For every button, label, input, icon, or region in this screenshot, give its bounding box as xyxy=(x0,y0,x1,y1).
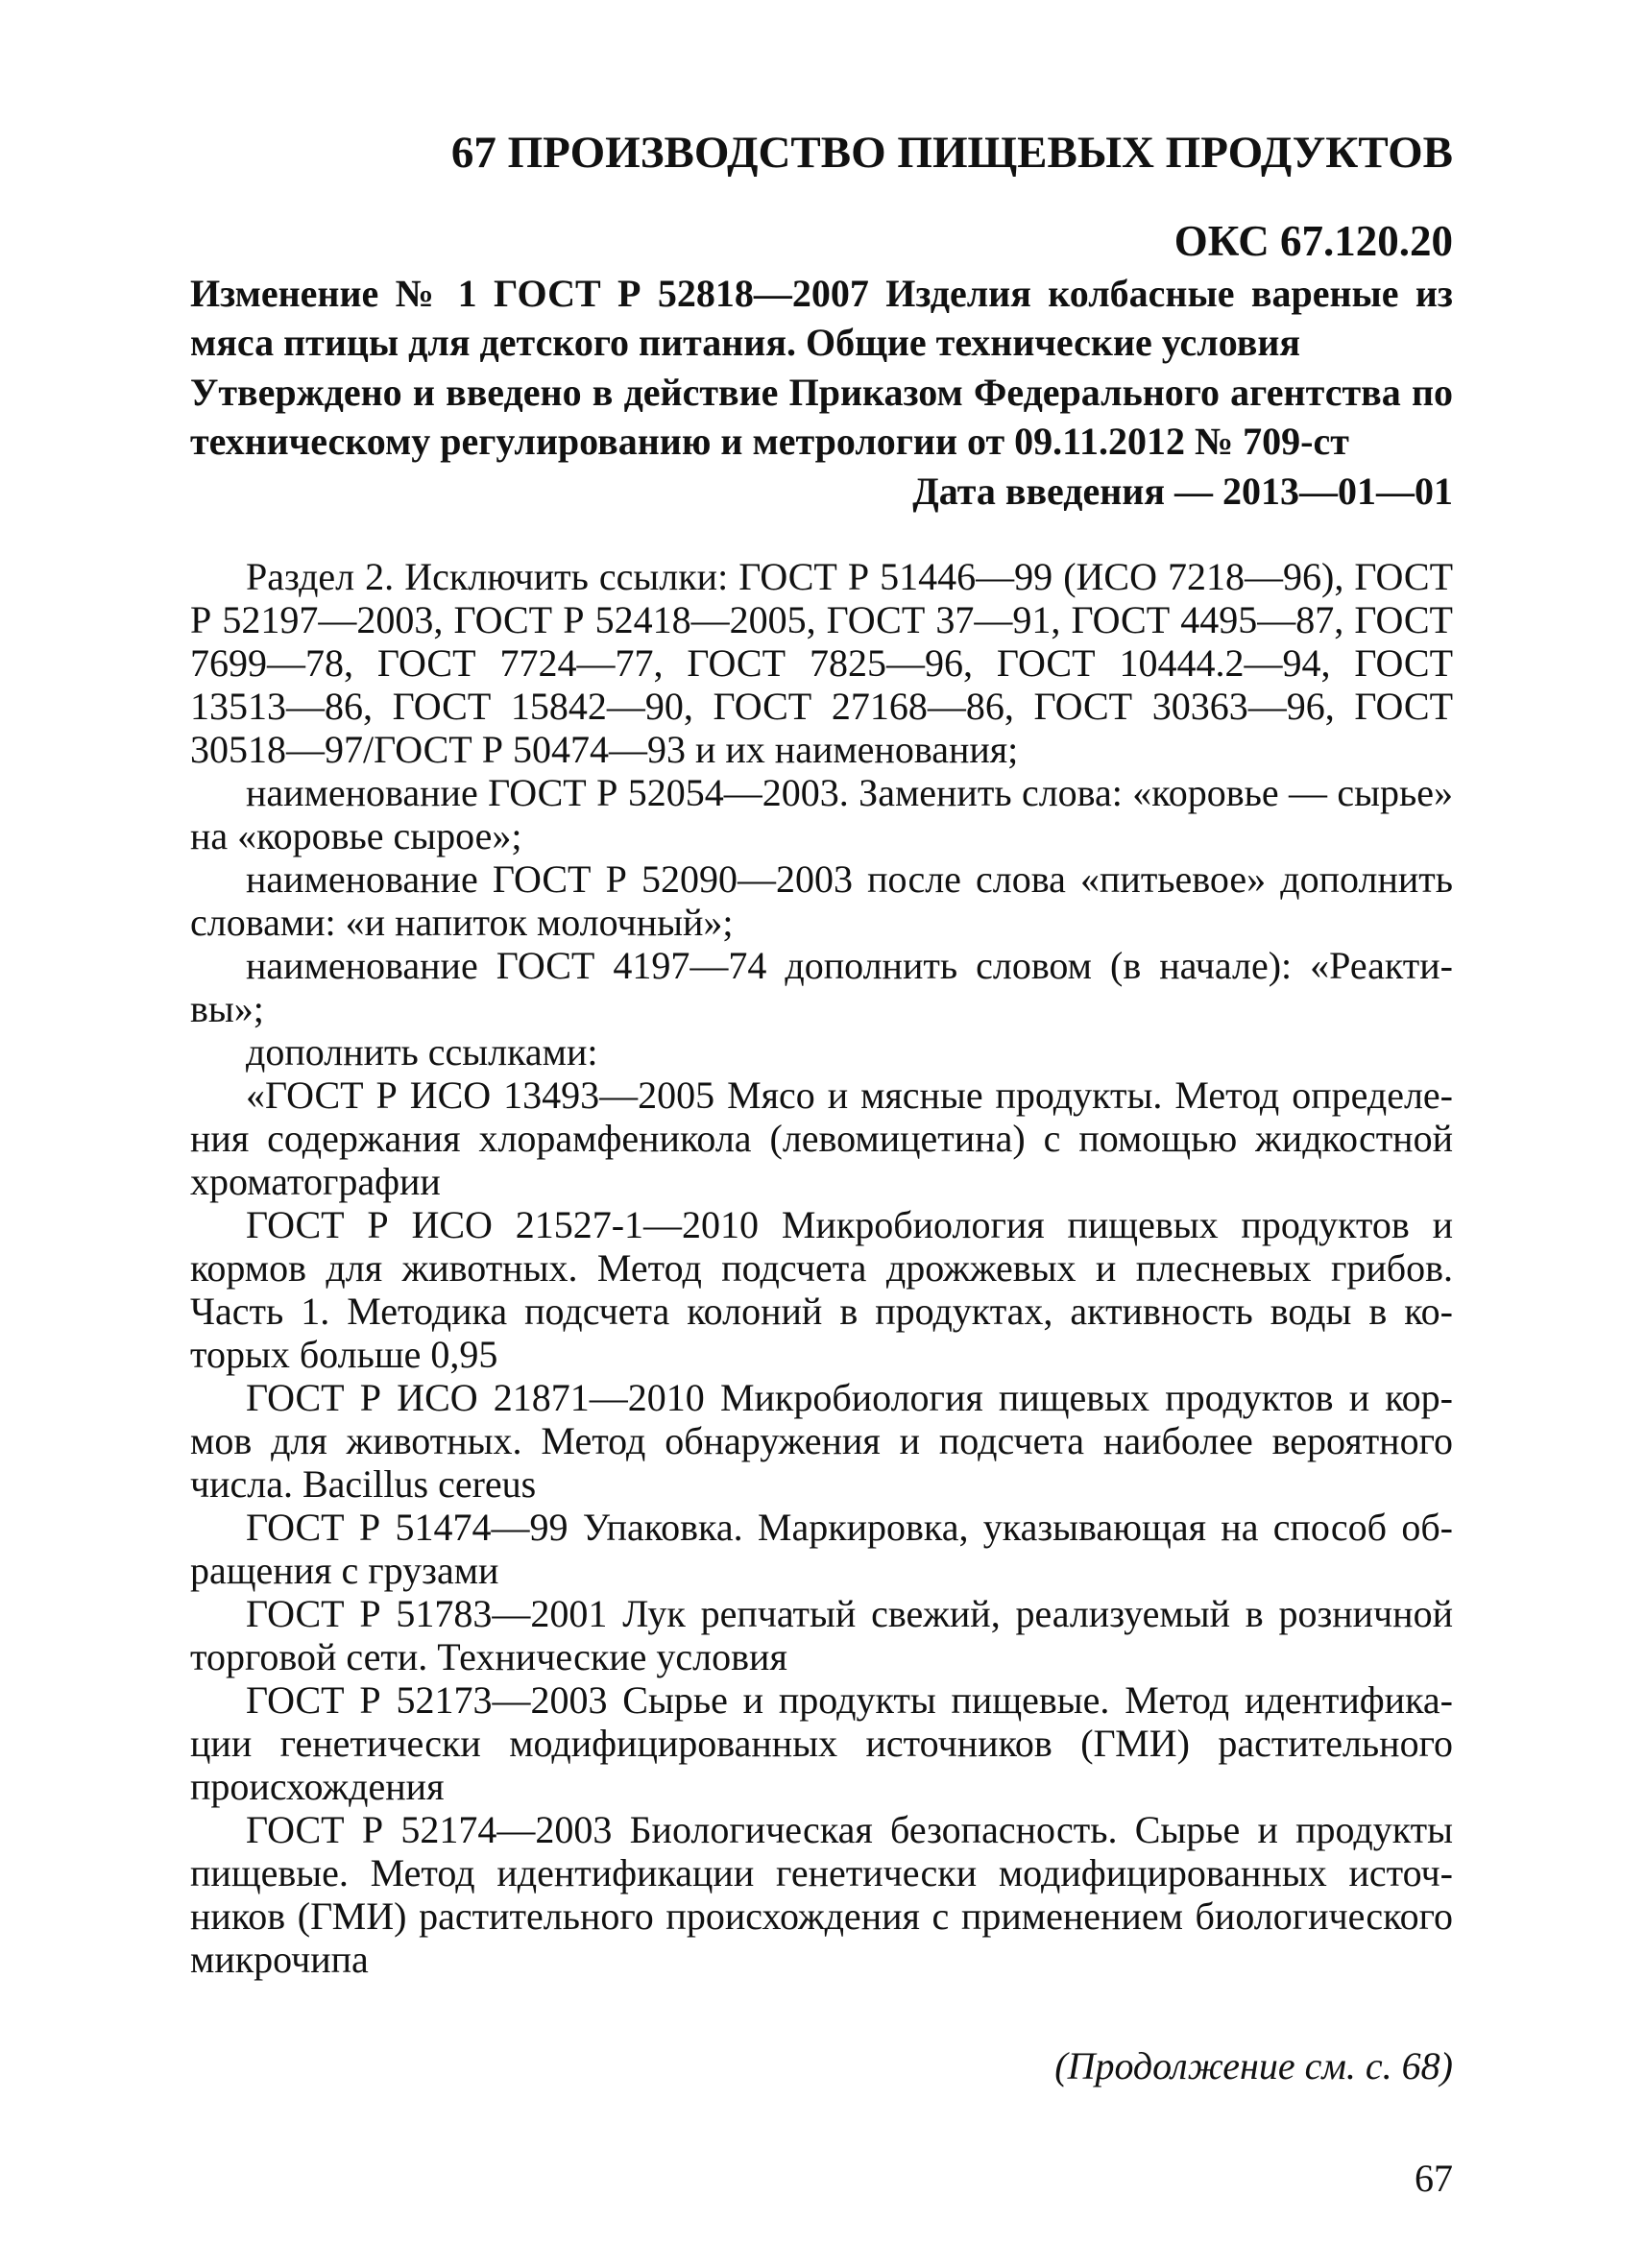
page-number: 67 xyxy=(1415,2157,1453,2200)
continuation-note: (Продолжение см. с. 68) xyxy=(1054,2044,1453,2087)
paragraph: ГОСТ Р 51474—99 Упаковка. Маркировка, указывающая на способ обращения с грузами xyxy=(190,1506,1453,1592)
paragraph: наименование ГОСТ Р 52090—2003 после слова «питьевое» дополнить словами: «и напиток молочный»; xyxy=(190,857,1453,944)
paragraph: «ГОСТ Р ИСО 13493—2005 Мясо и мясные продукты. Метод определения содержания хлорамфеникола (левомицетина) с помощью жидкостной хроматографии xyxy=(190,1074,1453,1203)
amendment-title: Изменение № 1 ГОСТ Р 52818—2007 Изделия колбасные вареные из мяса птицы для детского питания. Общие технические условия xyxy=(190,272,1453,364)
paragraph: наименование ГОСТ Р 52054—2003. Заменить слова: «коровье — сырье» на «коровье сырое»; xyxy=(190,771,1453,857)
paragraph: наименование ГОСТ 4197—74 дополнить словом (в начале): «Реактивы»; xyxy=(190,944,1453,1030)
paragraph: ГОСТ Р ИСО 21527-1—2010 Микробиология пищевых продуктов и кормов для животных. Метод подсчета дрожжевых и плесневых грибов. Часть 1. Методика подсчета колоний в продуктах, активность воды в которых больше 0,95 xyxy=(190,1203,1453,1376)
paragraph: ГОСТ Р 51783—2001 Лук репчатый свежий, реализуемый в розничной торговой сети. Технические условия xyxy=(190,1592,1453,1678)
oks-code: ОКС 67.120.20 xyxy=(1173,217,1453,265)
paragraph: дополнить ссылками: xyxy=(246,1030,598,1074)
paragraph: ГОСТ Р 52173—2003 Сырье и продукты пищевые. Метод идентификации генетически модифицированных источников (ГМИ) растительного происхождения xyxy=(190,1678,1453,1808)
date-introduced: Дата введения — 2013—01—01 xyxy=(912,470,1453,513)
approval-statement: Утверждено и введено в действие Приказом Федерального агентства по техническому регулированию и метрологии от 09.11.2012 № 709-ст xyxy=(190,371,1453,463)
paragraph: ГОСТ Р 52174—2003 Биологическая безопасность. Сырье и продукты пищевые. Метод идентификации генетически модифицированных источников (ГМИ) растительного происхождения с применением биологического микрочипа xyxy=(190,1808,1453,1981)
body-text xyxy=(190,555,1453,1981)
paragraph: Раздел 2. Исключить ссылки: ГОСТ Р 51446—99 (ИСО 7218—96), ГОСТ Р 52197—2003, ГОСТ Р 52418—2005, ГОСТ 37—91, ГОСТ 4495—87, ГОСТ 7699—78, ГОСТ 7724—77, ГОСТ 7825—96, ГОСТ 10444.2—94, ГОСТ 13513—86, ГОСТ 15842—90, ГОСТ 27168—86, ГОСТ 30363—96, ГОСТ 30518—97/ГОСТ Р 50474—93 и их наименования; xyxy=(190,555,1453,771)
section-title: 67 ПРОИЗВОДСТВО ПИЩЕВЫХ ПРОДУКТОВ xyxy=(450,128,1453,178)
paragraph: ГОСТ Р ИСО 21871—2010 Микробиология пищевых продуктов и кормов для животных. Метод обнаружения и подсчета наиболее вероятного числа. Bacillus cereus xyxy=(190,1376,1453,1506)
